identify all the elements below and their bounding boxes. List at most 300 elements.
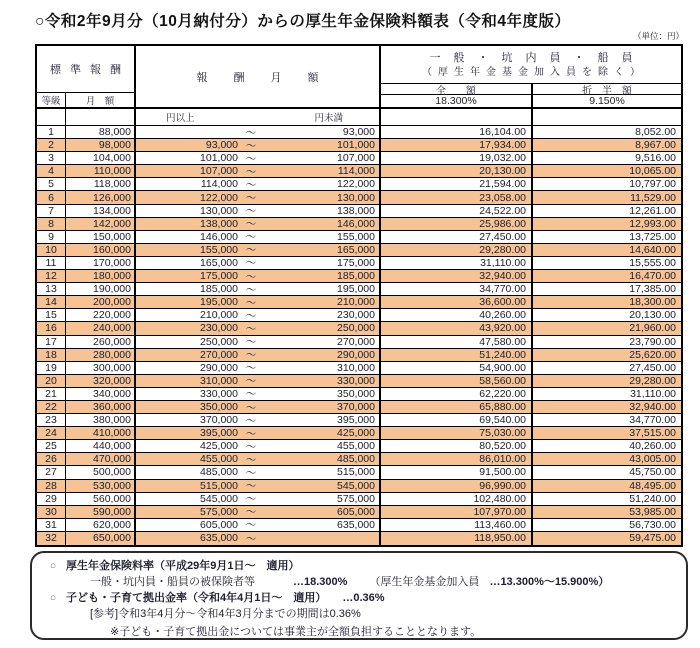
range-from: 545,000 [200, 492, 238, 505]
tilde-symbol: ～ [245, 466, 257, 479]
circle-bullet-icon: ○ [49, 560, 57, 572]
range-to: 107,000 [337, 152, 375, 165]
table-row [37, 296, 681, 309]
total-premium-cell: 75,030.00 [381, 427, 533, 439]
range-to: 350,000 [337, 387, 375, 400]
header-monthly-amount: 月 額 [85, 96, 115, 107]
range-to: 575,000 [337, 492, 375, 505]
fund-rate: …13.300%～15.900%） [489, 576, 610, 588]
monthly-amount-cell: 98,000 [66, 139, 136, 151]
grade-cell: 3 [37, 152, 66, 164]
monthly-amount-cell: 200,000 [66, 296, 136, 308]
grade-cell: 9 [37, 231, 66, 243]
monthly-amount-cell: 360,000 [66, 401, 136, 413]
range-from: 270,000 [200, 348, 238, 361]
monthly-amount-cell: 560,000 [66, 493, 136, 505]
table-row [37, 493, 681, 506]
range-from: 210,000 [200, 309, 238, 322]
range-to: 310,000 [337, 361, 375, 374]
table-row [37, 440, 681, 453]
grade-cell: 5 [37, 178, 66, 190]
table-row [37, 480, 681, 493]
range-to: 250,000 [337, 322, 375, 335]
table-row [37, 506, 681, 519]
child-rate-line [44, 590, 674, 606]
range-to: 545,000 [337, 479, 375, 492]
tilde-symbol: ～ [245, 506, 257, 519]
range-from: 114,000 [200, 178, 238, 191]
grade-cell: 6 [37, 191, 66, 203]
range-from: 575,000 [200, 505, 238, 518]
header-amount-labels [381, 84, 681, 95]
reward-range-cell [136, 453, 381, 465]
range-from: 395,000 [200, 427, 238, 440]
range-to: 122,000 [337, 178, 375, 191]
tilde-symbol: ～ [245, 532, 257, 545]
total-premium-cell: 27,450.00 [381, 231, 533, 243]
table-row [37, 257, 681, 270]
grade-cell: 31 [37, 519, 66, 531]
half-premium-cell: 31,110.00 [630, 387, 676, 400]
monthly-amount-cell: 240,000 [66, 322, 136, 334]
table-row [37, 388, 681, 401]
half-premium-cell: 10,065.00 [629, 165, 676, 178]
header-total-label: 全 額 [381, 84, 533, 94]
range-to: 330,000 [337, 374, 375, 387]
range-from: 605,000 [200, 518, 238, 531]
table-row [37, 322, 681, 335]
half-premium-cell: 29,280.00 [629, 374, 676, 387]
total-premium-cell: 20,130.00 [381, 165, 533, 177]
monthly-amount-cell: 142,000 [66, 218, 136, 230]
monthly-amount-cell: 500,000 [66, 466, 136, 478]
table-body [37, 126, 681, 545]
monthly-amount-cell: 380,000 [66, 414, 136, 426]
range-from: 107,000 [200, 165, 238, 178]
insured-rate-line [90, 574, 674, 590]
half-premium-cell: 20,130.00 [629, 309, 676, 322]
monthly-amount-cell: 110,000 [66, 165, 136, 177]
half-premium-cell: 11,529.00 [630, 191, 676, 204]
half-premium-cell: 43,005.00 [629, 453, 676, 466]
half-premium-cell: 51,240.00 [629, 492, 676, 505]
monthly-amount-cell: 118,000 [66, 178, 136, 190]
range-from: 146,000 [200, 230, 238, 243]
table-row [37, 519, 681, 532]
total-rate: 18.300% [381, 95, 533, 107]
table-row [37, 427, 681, 440]
child-rate: …0.36% [342, 592, 385, 604]
monthly-amount-cell: 88,000 [66, 126, 136, 138]
total-premium-cell: 80,520.00 [381, 440, 533, 452]
table-row [37, 283, 681, 296]
total-premium-cell: 47,580.00 [381, 336, 533, 348]
reward-range-cell [136, 270, 381, 282]
tilde-symbol: ～ [245, 165, 257, 178]
range-from: 130,000 [200, 204, 238, 217]
range-to: 395,000 [337, 414, 375, 427]
half-premium-cell: 23,790.00 [629, 335, 676, 348]
range-from: 370,000 [200, 414, 238, 427]
tilde-symbol: ～ [245, 401, 257, 414]
half-premium-cell: 32,940.00 [629, 401, 676, 414]
header-standard-reward-group [37, 46, 136, 107]
reward-range-cell [136, 231, 381, 243]
reward-range-cell [136, 165, 381, 177]
half-premium-cell: 27,450.00 [629, 361, 676, 374]
total-premium-cell: 62,220.00 [381, 388, 533, 400]
range-from: 350,000 [200, 401, 238, 414]
half-premium-cell: 25,620.00 [629, 348, 676, 361]
grade-cell: 1 [37, 126, 66, 138]
tilde-symbol: ～ [245, 453, 257, 466]
reward-range-cell [136, 178, 381, 190]
insured-label: 一般・坑内員・船員の被保険者等 [90, 576, 255, 588]
total-premium-cell: 24,522.00 [381, 205, 533, 217]
child-rate-title: 子ども・子育て拠出金率（令和4年4月1日～ 適用） [66, 592, 327, 604]
table-row [37, 362, 681, 375]
range-to: 185,000 [337, 270, 375, 283]
reward-range-cell [136, 493, 381, 505]
reference-line: [参考]令和3年4月分～令和4年3月分までの期間は0.36% [90, 608, 361, 620]
monthly-amount-cell: 470,000 [66, 453, 136, 465]
tilde-symbol: ～ [245, 218, 257, 231]
total-premium-cell: 19,032.00 [381, 152, 533, 164]
tilde-symbol: ～ [245, 519, 257, 532]
empty-cell [37, 109, 66, 125]
half-premium-cell: 45,750.00 [629, 466, 676, 479]
employer-note-line: ※子ども・子育て拠出金については事業主が全額負担することとなります。 [110, 626, 482, 638]
header-premium-group [381, 46, 681, 107]
total-premium-cell: 113,460.00 [381, 519, 533, 531]
empty-cell [381, 109, 533, 125]
reward-range-cell [136, 414, 381, 426]
monthly-amount-cell: 410,000 [66, 427, 136, 439]
insured-rate: …18.300% [293, 576, 348, 588]
half-premium-cell: 14,640.00 [629, 243, 676, 256]
yen-under-label: 円未満 [314, 113, 343, 124]
grade-cell: 17 [37, 336, 66, 348]
range-from: 155,000 [200, 243, 238, 256]
empty-cell [66, 109, 136, 125]
range-to: 270,000 [337, 335, 375, 348]
grade-cell: 26 [37, 453, 66, 465]
tilde-symbol: ～ [245, 139, 257, 152]
range-to: 146,000 [337, 217, 375, 230]
header-group-title [381, 46, 681, 84]
range-from: 515,000 [200, 479, 238, 492]
tilde-symbol: ～ [245, 244, 257, 257]
header-rates [381, 95, 681, 107]
half-premium-cell: 18,300.00 [629, 296, 676, 309]
range-from: 175,000 [200, 270, 238, 283]
half-premium-cell: 17,385.00 [629, 283, 676, 296]
monthly-amount-cell: 590,000 [66, 506, 136, 518]
total-premium-cell: 54,900.00 [381, 362, 533, 374]
range-to: 290,000 [337, 348, 375, 361]
empty-cell [533, 109, 681, 125]
range-to: 425,000 [337, 427, 375, 440]
half-premium-cell: 56,730.00 [629, 518, 676, 531]
header-grade: 等級 [37, 93, 66, 107]
reward-range-cell [136, 126, 381, 138]
total-premium-cell: 118,950.00 [381, 532, 533, 545]
table-row [37, 218, 681, 231]
tilde-symbol: ～ [245, 349, 257, 362]
tilde-symbol: ～ [245, 283, 257, 296]
reward-range-cell [136, 466, 381, 478]
range-to: 515,000 [337, 466, 375, 479]
grade-cell: 4 [37, 165, 66, 177]
header-standard-reward: 標準報酬 [37, 46, 134, 93]
range-from: 485,000 [200, 466, 238, 479]
table-row [37, 231, 681, 244]
range-to: 635,000 [337, 518, 375, 531]
range-to: 175,000 [337, 256, 375, 269]
range-from: 455,000 [200, 453, 238, 466]
grade-cell: 25 [37, 440, 66, 452]
table-row [37, 375, 681, 388]
reward-range-cell [136, 283, 381, 295]
range-from: 101,000 [200, 152, 238, 165]
range-from: 310,000 [200, 374, 238, 387]
reward-range-cell [136, 388, 381, 400]
monthly-amount-cell: 530,000 [66, 480, 136, 492]
monthly-amount-cell: 620,000 [66, 519, 136, 531]
total-premium-cell: 69,540.00 [381, 414, 533, 426]
monthly-amount-cell: 134,000 [66, 205, 136, 217]
grade-cell: 24 [37, 427, 66, 439]
reward-range-cell [136, 322, 381, 334]
tilde-symbol: ～ [245, 388, 257, 401]
range-from: 230,000 [200, 322, 238, 335]
range-to: 101,000 [337, 139, 375, 152]
range-from: 425,000 [200, 440, 238, 453]
tilde-symbol: ～ [245, 152, 257, 165]
reward-range-cell [136, 362, 381, 374]
monthly-amount-cell: 150,000 [66, 231, 136, 243]
grade-cell: 29 [37, 493, 66, 505]
tilde-symbol: ～ [245, 192, 257, 205]
total-premium-cell: 86,010.00 [381, 453, 533, 465]
header-reward-monthly: 報酬月額 [136, 46, 381, 107]
half-premium-cell: 34,770.00 [629, 414, 676, 427]
half-rate: 9.150% [589, 95, 625, 107]
monthly-amount-cell: 320,000 [66, 375, 136, 387]
total-premium-cell: 40,260.00 [381, 309, 533, 321]
half-premium-cell: 13,725.00 [629, 230, 676, 243]
grade-cell: 11 [37, 257, 66, 269]
half-premium-cell: 12,261.00 [629, 204, 676, 217]
range-to: 93,000 [342, 126, 375, 139]
half-premium-cell: 8,052.00 [635, 126, 676, 139]
tilde-symbol: ～ [245, 336, 257, 349]
grade-cell: 21 [37, 388, 66, 400]
reward-range-cell [136, 218, 381, 230]
monthly-amount-cell: 440,000 [66, 440, 136, 452]
table-row [37, 453, 681, 466]
reward-range-cell [136, 519, 381, 531]
grade-cell: 27 [37, 466, 66, 478]
grade-cell: 7 [37, 205, 66, 217]
range-to: 370,000 [337, 401, 375, 414]
reward-range-cell [136, 309, 381, 321]
tilde-symbol: ～ [245, 309, 257, 322]
table-header [37, 46, 681, 109]
header-group-line2: （厚生年金基金加入員を除く） [422, 66, 646, 78]
reward-range-cell [136, 427, 381, 439]
table-row [37, 178, 681, 191]
monthly-amount-cell: 220,000 [66, 309, 136, 321]
grade-cell: 18 [37, 349, 66, 361]
reward-range-cell [136, 205, 381, 217]
reward-range-cell [136, 532, 381, 545]
yen-over-label: 円以上 [166, 113, 195, 124]
reward-range-cell [136, 152, 381, 164]
reward-range-cell [136, 440, 381, 452]
range-from: 635,000 [200, 532, 238, 545]
half-premium-cell: 8,967.00 [635, 139, 676, 152]
monthly-amount-cell: 190,000 [66, 283, 136, 295]
range-to: 210,000 [337, 296, 375, 309]
total-premium-cell: 96,990.00 [381, 480, 533, 492]
tilde-symbol: ～ [245, 296, 257, 309]
range-to: 138,000 [337, 204, 375, 217]
half-premium-cell: 53,985.00 [629, 505, 676, 518]
table-row [37, 139, 681, 152]
tilde-symbol: ～ [245, 231, 257, 244]
fund-label: （厚生年金基金加入員 [369, 576, 480, 588]
reward-range-cell [136, 375, 381, 387]
half-premium-cell: 21,960.00 [629, 322, 676, 335]
premium-table [35, 44, 683, 547]
table-row [37, 244, 681, 257]
range-from: 165,000 [200, 256, 238, 269]
grade-cell: 23 [37, 414, 66, 426]
monthly-amount-cell: 260,000 [66, 336, 136, 348]
half-premium-cell: 59,475.00 [629, 532, 676, 545]
total-premium-cell: 23,058.00 [381, 191, 533, 203]
yen-bounds-row [37, 109, 681, 126]
monthly-amount-cell: 160,000 [66, 244, 136, 256]
total-premium-cell: 31,110.00 [381, 257, 533, 269]
range-from: 330,000 [200, 387, 238, 400]
grade-cell: 10 [37, 244, 66, 256]
range-from: 122,000 [200, 191, 238, 204]
range-to: 485,000 [337, 453, 375, 466]
monthly-amount-cell: 126,000 [66, 191, 136, 203]
range-from: 290,000 [200, 361, 238, 374]
grade-cell: 28 [37, 480, 66, 492]
range-to: 165,000 [337, 243, 375, 256]
range-to: 605,000 [337, 505, 375, 518]
grade-cell: 19 [37, 362, 66, 374]
table-row [37, 152, 681, 165]
tilde-symbol: ～ [245, 205, 257, 218]
unit-note: （単位：円） [632, 31, 684, 41]
range-from: 195,000 [200, 296, 238, 309]
table-row [37, 466, 681, 479]
total-premium-cell: 58,560.00 [381, 375, 533, 387]
table-row [37, 205, 681, 218]
grade-cell: 20 [37, 375, 66, 387]
header-subrow [37, 93, 134, 107]
range-to: 195,000 [337, 283, 375, 296]
tilde-symbol: ～ [245, 126, 257, 139]
tilde-symbol: ～ [245, 480, 257, 493]
tilde-symbol: ～ [245, 257, 257, 270]
yen-bounds-cell [136, 109, 381, 125]
tilde-symbol: ～ [245, 427, 257, 440]
grade-cell: 15 [37, 309, 66, 321]
reward-range-cell [136, 506, 381, 518]
reward-range-cell [136, 480, 381, 492]
tilde-symbol: ～ [245, 493, 257, 506]
grade-cell: 30 [37, 506, 66, 518]
tilde-symbol: ～ [245, 362, 257, 375]
tilde-symbol: ～ [245, 414, 257, 427]
half-premium-cell: 37,515.00 [629, 427, 676, 440]
reward-range-cell [136, 401, 381, 413]
range-from: 185,000 [200, 283, 238, 296]
tilde-symbol: ～ [245, 178, 257, 191]
grade-cell: 13 [37, 283, 66, 295]
total-premium-cell: 16,104.00 [381, 126, 533, 138]
grade-cell: 12 [37, 270, 66, 282]
range-to: 155,000 [337, 230, 375, 243]
header-group-line1: 一般・坑内員・船員 [429, 51, 646, 64]
table-row [37, 336, 681, 349]
total-premium-cell: 34,770.00 [381, 283, 533, 295]
range-to: 455,000 [337, 440, 375, 453]
range-from: 250,000 [200, 335, 238, 348]
total-premium-cell: 17,934.00 [381, 139, 533, 151]
pension-rate-line [44, 558, 674, 574]
range-from: 93,000 [205, 139, 238, 152]
range-to: 230,000 [337, 309, 375, 322]
total-premium-cell: 21,594.00 [381, 178, 533, 190]
tilde-symbol: ～ [245, 270, 257, 283]
page-title: ○令和2年9月分（10月納付分）からの厚生年金保険料額表（令和4年度版） [35, 13, 571, 30]
total-premium-cell: 51,240.00 [381, 349, 533, 361]
total-premium-cell: 43,920.00 [381, 322, 533, 334]
header-half-label: 折 半 額 [582, 85, 632, 97]
grade-cell: 22 [37, 401, 66, 413]
table-row [37, 191, 681, 204]
table-row [37, 126, 681, 139]
table-row [37, 309, 681, 322]
reward-range-cell [136, 349, 381, 361]
grade-cell: 14 [37, 296, 66, 308]
half-premium-cell: 9,516.00 [635, 152, 676, 165]
table-row [37, 165, 681, 178]
total-premium-cell: 65,880.00 [381, 401, 533, 413]
notes-box [30, 551, 688, 640]
reward-range-cell [136, 139, 381, 151]
monthly-amount-cell: 300,000 [66, 362, 136, 374]
total-premium-cell: 107,970.00 [381, 506, 533, 518]
circle-bullet-icon: ○ [49, 592, 57, 604]
total-premium-cell: 25,986.00 [381, 218, 533, 230]
half-premium-cell: 40,260.00 [629, 440, 676, 453]
table-row [37, 401, 681, 414]
table-row [37, 414, 681, 427]
total-premium-cell: 91,500.00 [381, 466, 533, 478]
total-premium-cell: 102,480.00 [381, 493, 533, 505]
range-from: 138,000 [200, 217, 238, 230]
half-premium-cell: 12,993.00 [629, 217, 676, 230]
reward-range-cell [136, 191, 381, 203]
